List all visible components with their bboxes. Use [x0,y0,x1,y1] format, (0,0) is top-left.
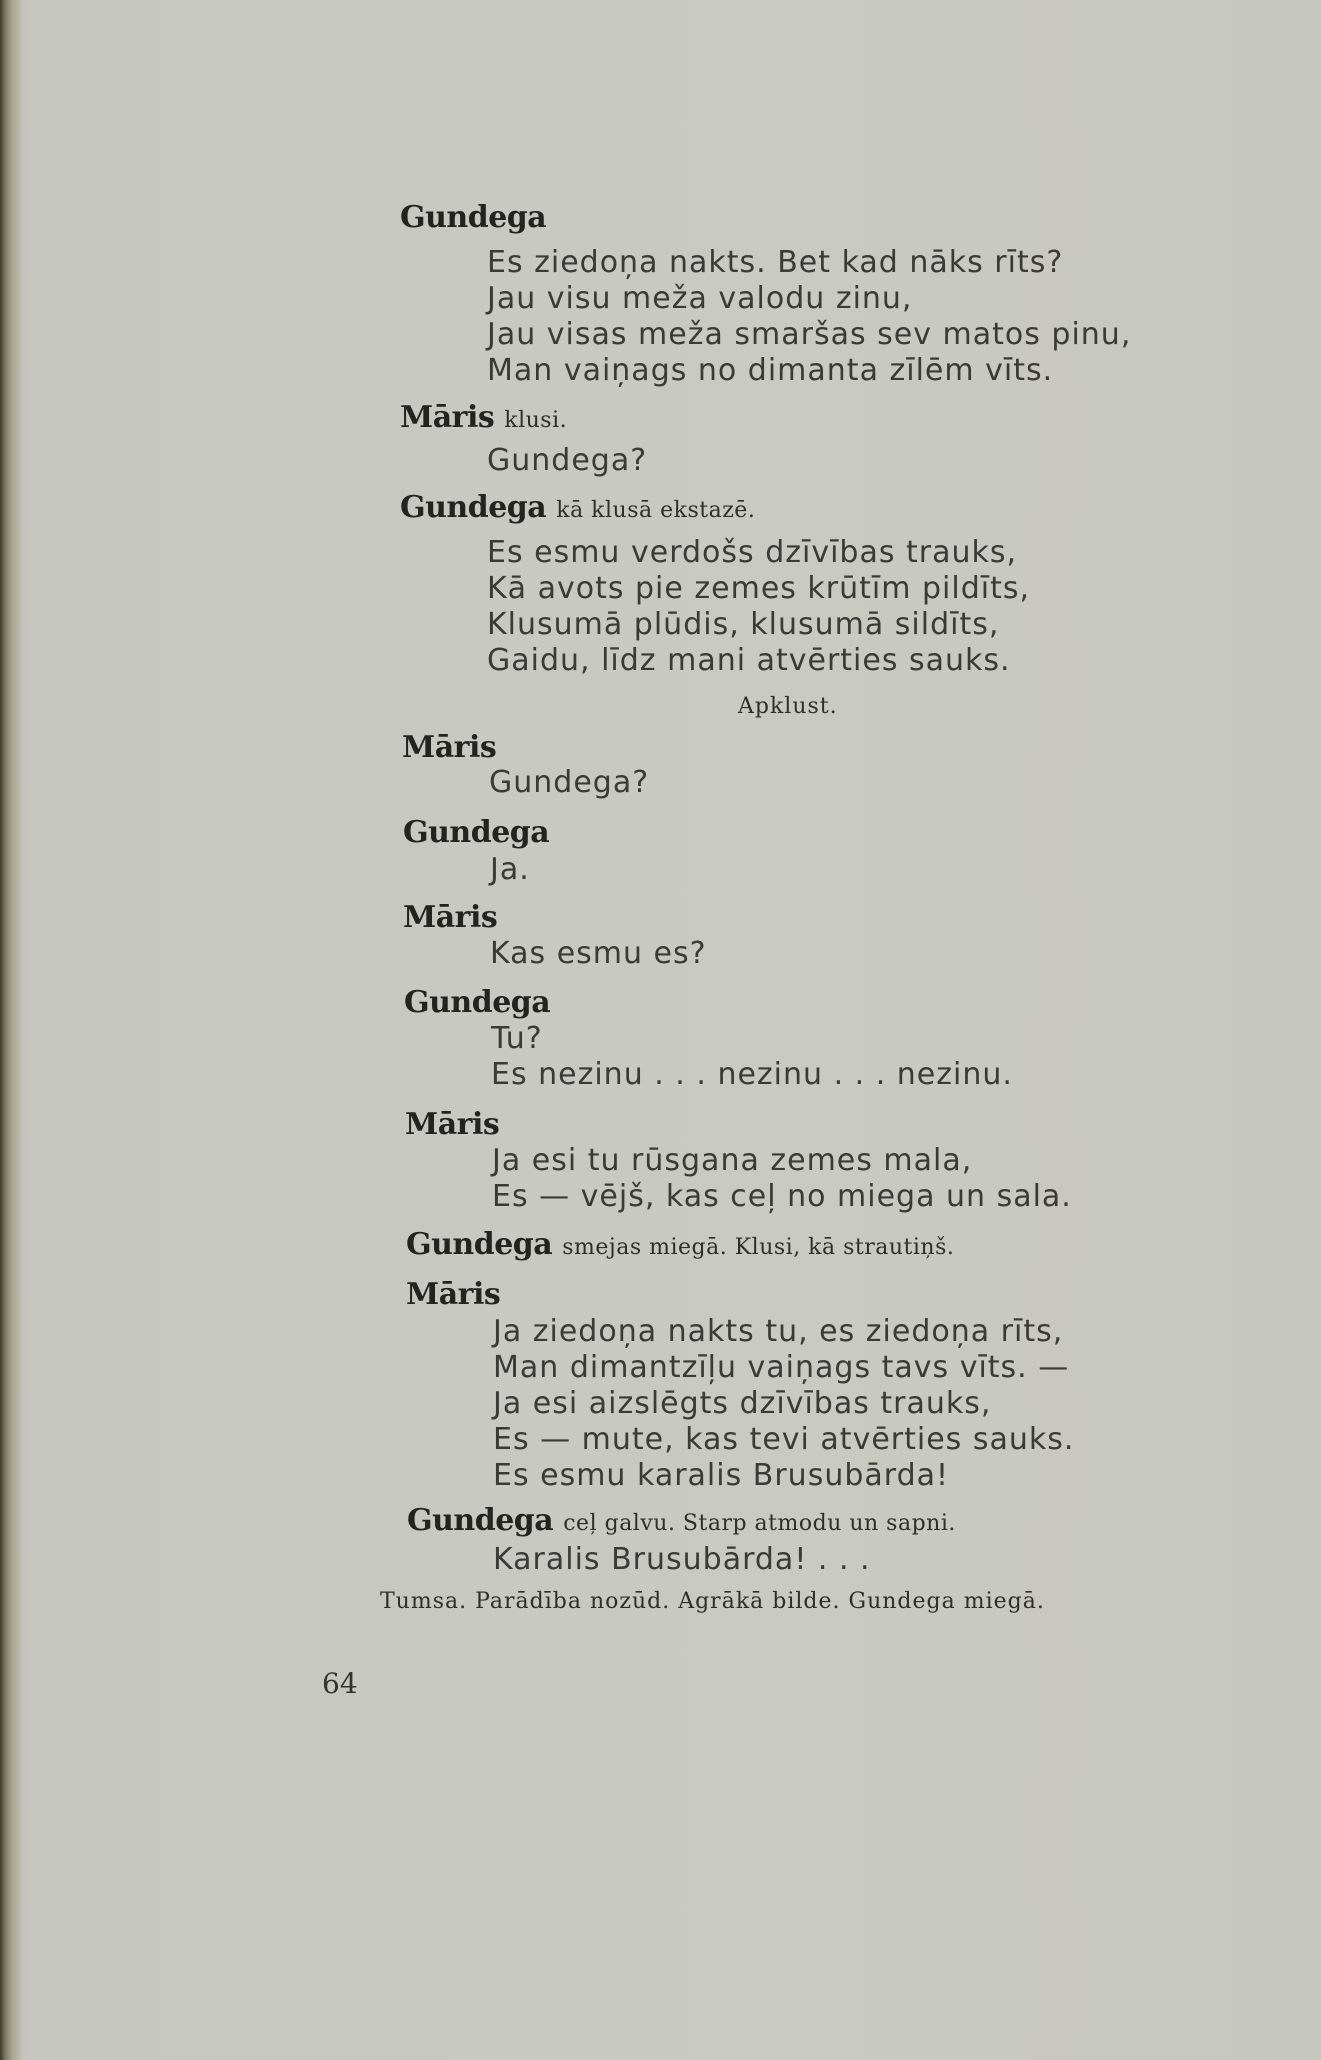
dialogue-block [402,730,496,765]
verse-line: Ja. [490,852,530,887]
dialogue-block [400,400,567,435]
speaker-name: Gundega [406,1227,553,1262]
dialogue-block [407,1503,956,1538]
stage-direction-line [380,1589,1045,1614]
dialogue-block [403,815,549,850]
page-number [322,1667,358,1700]
stage-direction: smejas miegā. Klusi, kā strautiņš. [562,1235,955,1260]
verse-lines [489,765,649,801]
verse-line: Ja ziedoņa nakts tu, es ziedoņa rīts, [493,1314,1064,1349]
verse-line: Es ziedoņa nakts. Bet kad nāks rīts? [487,245,1064,280]
verse-lines [491,1021,1013,1093]
stage-direction: klusi. [504,408,568,433]
dialogue-block [406,1277,500,1312]
dialogue-block [400,200,546,235]
verse-line: Gundega? [487,443,648,478]
verse-line: Gundega? [489,765,650,800]
verse-lines [493,1314,1074,1494]
stage-direction: ceļ galvu. Starp atmodu un sapni. [563,1511,956,1536]
dialogue-block [403,900,497,935]
verse-line: Es — vējš, kas ceļ no miega un sala. [492,1179,1072,1214]
dialogue-block [405,1107,499,1142]
verse-lines [492,1143,1072,1215]
dialogue-block [400,490,755,525]
stage-direction: Apklust. [738,694,838,719]
speaker-name: Māris [402,730,497,765]
speaker-name: Māris [405,1107,500,1142]
verse-line: Kas esmu es? [490,936,707,971]
verse-lines [487,443,647,479]
verse-lines [490,936,707,972]
dialogue-block [404,985,550,1020]
book-spine-shadow [0,0,22,2060]
speaker-name: Māris [403,900,498,935]
speaker-name: Māris [400,400,495,435]
verse-line: Man vaiņags no dimanta zīlēm vīts. [487,353,1054,388]
speaker-name: Gundega [404,985,551,1020]
verse-line: Es esmu karalis Brusubārda! [493,1458,950,1493]
verse-line: Es esmu verdošs dzīvības trauks, [487,535,1018,570]
verse-line: Klusumā plūdis, klusumā sildīts, [487,607,1000,642]
stage-direction-line [738,694,838,719]
verse-lines [487,535,1030,679]
verse-line: Tu? [491,1021,543,1056]
dialogue-block [406,1227,954,1262]
verse-line: Gaidu, līdz mani atvērties sauks. [487,643,1011,678]
verse-line: Es — mute, kas tevi atvērties sauks. [493,1422,1075,1457]
stage-direction: kā klusā ekstazē. [556,498,756,523]
speaker-name: Māris [406,1277,501,1312]
verse-lines [493,1542,871,1578]
verse-line: Es nezinu . . . nezinu . . . nezinu. [491,1057,1013,1092]
verse-line: Kā avots pie zemes krūtīm pildīts, [487,571,1031,606]
verse-line: Ja esi tu rūsgana zemes mala, [492,1143,973,1178]
verse-lines [490,852,530,888]
speaker-name: Gundega [400,200,547,235]
verse-line: Karalis Brusubārda! . . . [493,1542,871,1577]
verse-line: Ja esi aizslēgts dzīvības trauks, [493,1386,992,1421]
speaker-name: Gundega [403,815,550,850]
speaker-name: Gundega [400,490,547,525]
verse-lines [487,245,1131,389]
page-number-text: 64 [322,1667,358,1700]
stage-direction: Tumsa. Parādība nozūd. Agrākā bilde. Gundega miegā. [380,1589,1045,1614]
verse-line: Man dimantzīļu vaiņags tavs vīts. — [493,1350,1070,1385]
speaker-name: Gundega [407,1503,554,1538]
verse-line: Jau visu meža valodu zinu, [487,281,913,316]
verse-line: Jau visas meža smaršas sev matos pinu, [487,317,1132,352]
